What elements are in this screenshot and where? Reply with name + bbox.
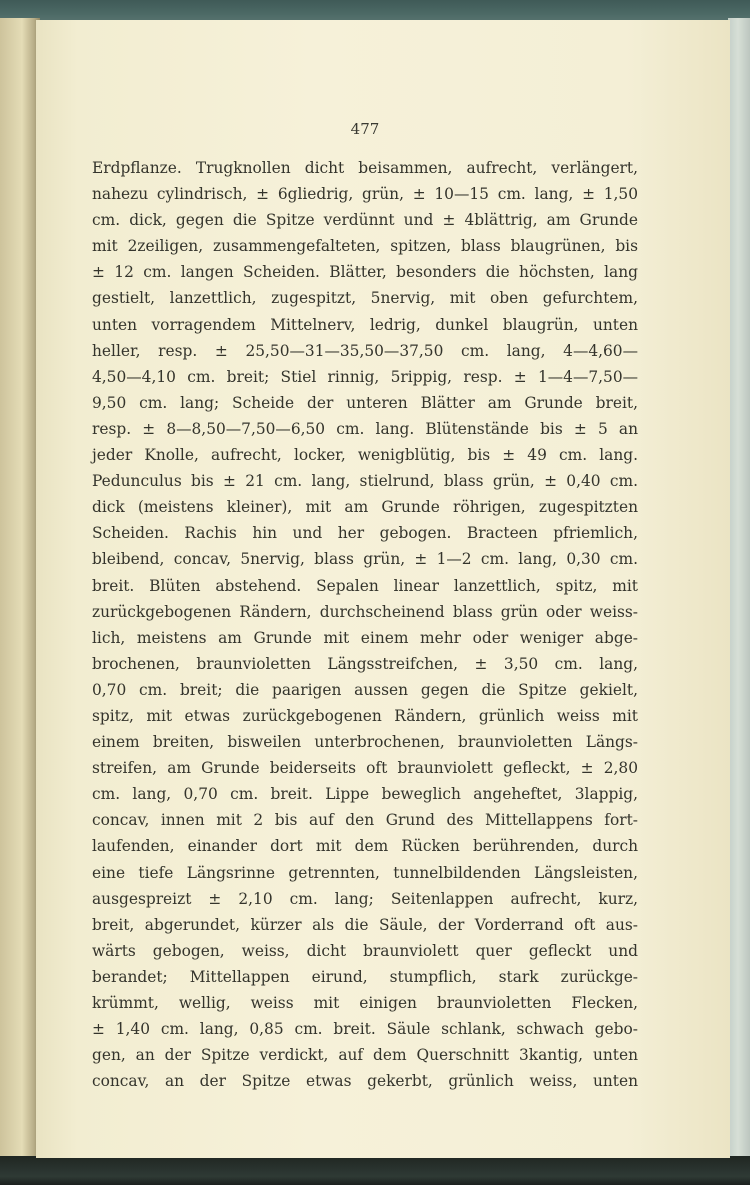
text-line: unten vorragendem Mittelnerv, ledrig, dunkel blaugrün, unten [92,315,638,334]
text-line: heller, resp. ± 25,50—31—35,50—37,50 cm. lang, 4—4,60— [92,341,638,360]
text-line: brochenen, braunvioletten Längsstreifchen, ± 3,50 cm. lang, [92,654,638,673]
text-line: laufenden, einander dort mit dem Rücken berührenden, durch [92,837,638,856]
text-line: bleibend, concav, 5nervig, blass grün, ± 1—2 cm. lang, 0,30 cm. [92,550,638,569]
text-line: gen, an der Spitze verdickt, auf dem Querschnitt 3kantig, unten [92,1046,638,1065]
text-line: concav, innen mit 2 bis auf den Grund des Mittellappens fort- [92,811,638,830]
text-line: Pedunculus bis ± 21 cm. lang, stielrund, blass grün, ± 0,40 cm. [92,472,638,491]
text-line: cm. dick, gegen die Spitze verdünnt und ± 4blättrig, am Grunde [92,211,638,230]
text-line: resp. ± 8—8,50—7,50—6,50 cm. lang. Blütenstände bis ± 5 an [92,419,638,438]
text-line: Erdpflanze. Trugknollen dicht beisammen, aufrecht, verlängert, [92,159,638,177]
text-line: mit 2zeiligen, zusammengefalteten, spitzen, blass blaugrünen, bis [92,237,638,256]
text-line: eine tiefe Längsrinne getrennten, tunnelbildenden Längsleisten, [92,863,638,882]
text-line: ± 12 cm. langen Scheiden. Blätter, besonders die höchsten, lang [92,263,638,282]
text-line: nahezu cylindrisch, ± 6gliedrig, grün, ± 10—15 cm. lang, ± 1,50 [92,185,638,204]
text-line: einem breiten, bisweilen unterbrochenen, braunvioletten Längs- [92,733,638,752]
text-line: 0,70 cm. breit; die paarigen aussen gegen die Spitze gekielt, [92,680,638,699]
text-line: krümmt, wellig, weiss mit einigen braunvioletten Flecken, [92,994,638,1012]
text-line: cm. lang, 0,70 cm. breit. Lippe beweglich angeheftet, 3lappig, [92,785,638,804]
scanner-bottom-edge [0,1156,750,1185]
text-line: wärts gebogen, weiss, dicht braunviolett quer gefleckt und [92,941,638,960]
text-line: 4,50—4,10 cm. breit; Stiel rinnig, 5rippig, resp. ± 1—4—7,50— [92,367,638,386]
text-line: breit. Blüten abstehend. Sepalen linear lanzettlich, spitz, mit [92,576,638,595]
text-line: gestielt, lanzettlich, zugespitzt, 5nervig, mit oben gefurchtem, [92,289,638,308]
text-line: jeder Knolle, aufrecht, locker, wenigblütig, bis ± 49 cm. lang. [92,446,638,465]
text-line: zurückgebogenen Rändern, durchscheinend blass grün oder weiss- [92,602,638,621]
text-line: ± 1,40 cm. lang, 0,85 cm. breit. Säule schlank, schwach gebo- [92,1020,638,1039]
text-line: breit, abgerundet, kürzer als die Säule, der Vorderrand oft aus- [92,915,638,934]
text-line: lich, meistens am Grunde mit einem mehr oder weniger abge- [92,628,638,647]
text-line: streifen, am Grunde beiderseits oft braunviolett gefleckt, ± 2,80 [92,759,638,778]
text-line: concav, an der Spitze etwas gekerbt, grünlich weiss, unten [92,1072,638,1091]
page-right-edge [728,18,750,1163]
text-line: spitz, mit etwas zurückgebogenen Rändern, grünlich weiss mit [92,706,638,725]
text-line: Scheiden. Rachis hin und her gebogen. Bracteen pfriemlich, [92,524,638,543]
paper-page [36,20,730,1158]
page-number: 477 [350,120,380,138]
text-line: berandet; Mittellappen eirund, stumpflich, stark zurückge- [92,967,638,986]
book-gutter [0,18,40,1158]
text-line: dick (meistens kleiner), mit am Grunde röhrigen, zugespitzten [92,498,638,517]
body-text [92,155,638,1094]
text-line: ausgespreizt ± 2,10 cm. lang; Seitenlappen aufrecht, kurz, [92,889,638,908]
text-line: 9,50 cm. lang; Scheide der unteren Blätter am Grunde breit, [92,393,638,412]
